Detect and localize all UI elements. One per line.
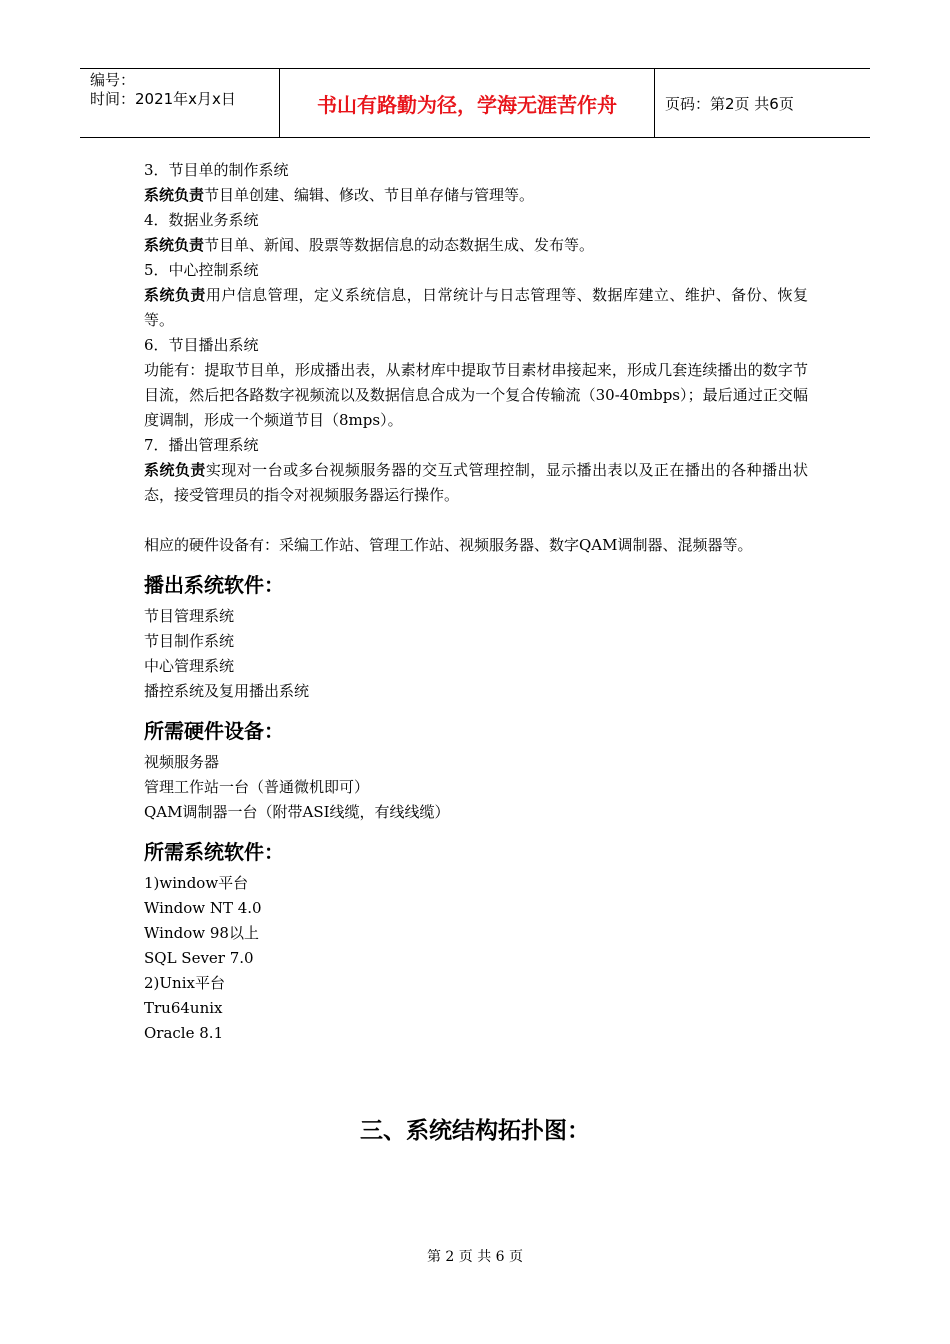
- header-page-label: 页码：第2页 共6页: [665, 94, 794, 113]
- list-item: Tru64unix: [144, 999, 223, 1017]
- document-body: [144, 158, 808, 1046]
- list-item: 1)window平台: [144, 874, 249, 892]
- section-4-desc: 节目单、新闻、股票等数据信息的动态数据生成、发布等。: [204, 236, 595, 254]
- list-item: 2)Unix平台: [144, 974, 225, 992]
- list-item: 管理工作站一台（普通微机即可）: [144, 778, 370, 796]
- section-7-lead: 系统负责: [144, 461, 206, 479]
- section-5-lead: 系统负责: [144, 286, 206, 304]
- section-5-title: 5．中心控制系统: [144, 261, 259, 279]
- list-item: QAM调制器一台（附带ASI线缆，有线线缆）: [144, 803, 450, 821]
- page-header: [80, 68, 870, 138]
- section-title: 三、系统结构拓扑图：: [360, 1118, 590, 1144]
- section-4-title: 4．数据业务系统: [144, 211, 259, 229]
- section-5-desc: 用户信息管理，定义系统信息，日常统计与日志管理等、数据库建立、维护、备份、恢复等。: [144, 286, 808, 329]
- list-item: Window NT 4.0: [144, 899, 262, 917]
- system-software-heading: 所需系统软件：: [144, 840, 284, 864]
- list-item: Oracle 8.1: [144, 1024, 224, 1042]
- list-item: Window 98以上: [144, 924, 259, 942]
- section-7-text: [144, 458, 808, 508]
- list-item: 节目制作系统: [144, 632, 235, 650]
- list-item: SQL Sever 7.0: [144, 949, 254, 967]
- section-5-text: [144, 283, 808, 333]
- software-heading: 播出系统软件：: [144, 573, 284, 597]
- section-7-title: 7．播出管理系统: [144, 436, 259, 454]
- section-4-lead: 系统负责: [144, 236, 205, 254]
- list-item: 中心管理系统: [144, 657, 235, 675]
- header-left-cell: [80, 69, 280, 137]
- header-motto: 书山有路勤为径，学海无涯苦作舟: [280, 69, 655, 137]
- list-item: 节目管理系统: [144, 607, 235, 625]
- number-label: 编号：: [90, 71, 136, 89]
- list-item: 视频服务器: [144, 753, 220, 771]
- section-4-text: [144, 233, 808, 258]
- section-3-lead: 系统负责: [144, 186, 205, 204]
- time-label: 时间：2021年x月x日: [90, 90, 236, 108]
- section-6-title: 6．节目播出系统: [144, 336, 259, 354]
- section-3-text: [144, 183, 808, 208]
- hardware-summary: 相应的硬件设备有：采编工作站、管理工作站、视频服务器、数字QAM调制器、混频器等。: [144, 536, 753, 554]
- section-3-title: 3．节目单的制作系统: [144, 161, 289, 179]
- spacer: [144, 508, 808, 533]
- section-7-desc: 实现对一台或多台视频服务器的交互式管理控制，显示播出表以及正在播出的各种播出状态，接受管理员的指令对视频服务器运行操作。: [144, 461, 808, 504]
- section-3-desc: 节目单创建、编辑、修改、节目单存储与管理等。: [204, 186, 535, 204]
- hardware-heading: 所需硬件设备：: [144, 719, 284, 743]
- list-item: 播控系统及复用播出系统: [144, 682, 310, 700]
- section-6-text: 功能有：提取节目单，形成播出表，从素材库中提取节目素材串接起来，形成几套连续播出的数字节目流，然后把各路数字视频流以及数据信息合成为一个复合传输流（30-40mbps）；最后通过正交幅度调制，形成一个频道节目（8mps）。: [144, 361, 808, 429]
- page-footer: 第 2 页 共 6 页: [426, 1249, 524, 1265]
